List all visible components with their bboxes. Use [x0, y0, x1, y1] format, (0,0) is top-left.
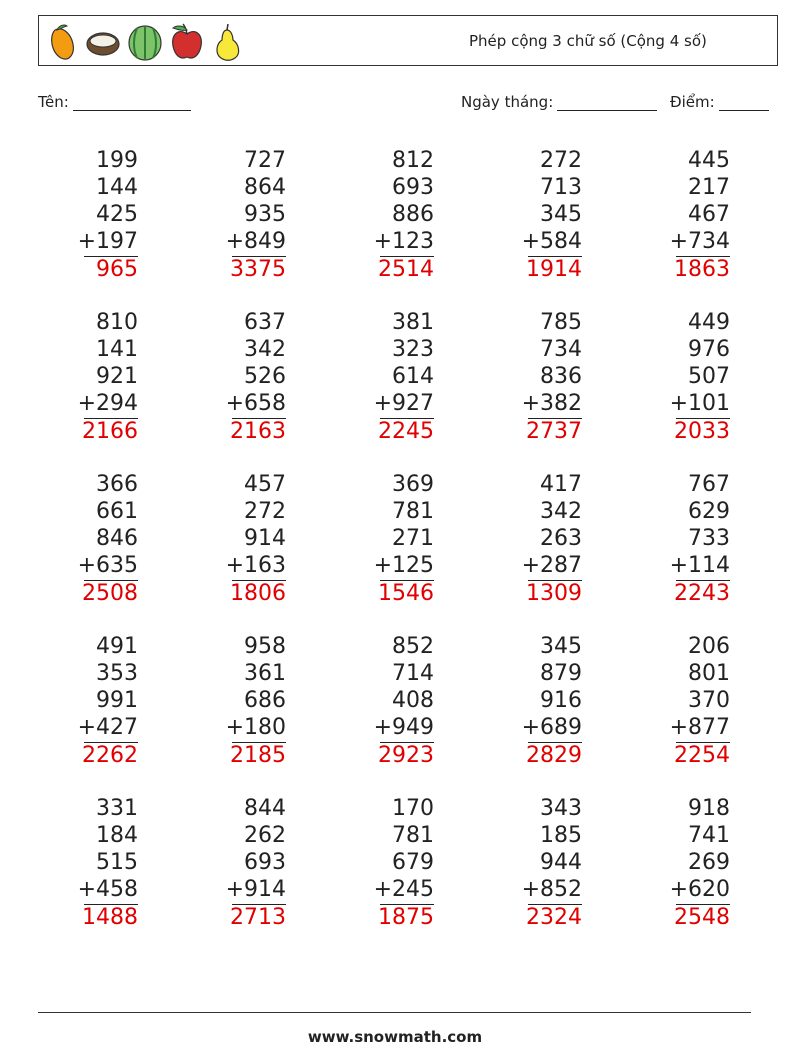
date-field — [461, 93, 657, 111]
addend-with-plus: +125 — [373, 553, 434, 578]
addend: 767 — [688, 472, 730, 497]
addend: 206 — [688, 634, 730, 659]
addend: 184 — [96, 823, 138, 848]
answer: 1806 — [230, 581, 286, 606]
addend: 693 — [244, 850, 286, 875]
addend-with-plus: +163 — [225, 553, 286, 578]
addition-problem — [28, 795, 138, 931]
addend: 733 — [688, 526, 730, 551]
addend: 361 — [244, 661, 286, 686]
addend-with-plus: +949 — [373, 715, 434, 740]
addend: 408 — [392, 688, 434, 713]
answer: 2923 — [378, 743, 434, 768]
addend: 491 — [96, 634, 138, 659]
answer: 1914 — [526, 257, 582, 282]
addend: 991 — [96, 688, 138, 713]
addend: 445 — [688, 148, 730, 173]
addition-problem — [176, 633, 286, 769]
answer: 2262 — [82, 743, 138, 768]
name-field — [38, 93, 191, 111]
addend: 342 — [540, 499, 582, 524]
answer: 3375 — [230, 257, 286, 282]
pear-icon — [211, 22, 243, 62]
addend: 886 — [392, 202, 434, 227]
addend: 345 — [540, 634, 582, 659]
addend-with-plus: +584 — [521, 229, 582, 254]
coconut-icon — [85, 22, 121, 62]
addend: 944 — [540, 850, 582, 875]
addend: 661 — [96, 499, 138, 524]
answer: 2245 — [378, 419, 434, 444]
answer: 1309 — [526, 581, 582, 606]
addition-problem — [472, 309, 582, 445]
score-field — [670, 93, 769, 111]
addend: 449 — [688, 310, 730, 335]
addend: 916 — [540, 688, 582, 713]
addend: 144 — [96, 175, 138, 200]
addend: 935 — [244, 202, 286, 227]
addition-problem — [176, 795, 286, 931]
addend: 272 — [540, 148, 582, 173]
watermelon-icon — [127, 22, 163, 62]
addend: 864 — [244, 175, 286, 200]
score-blank[interactable] — [719, 94, 769, 111]
addend: 637 — [244, 310, 286, 335]
addend: 353 — [96, 661, 138, 686]
addend: 457 — [244, 472, 286, 497]
addend: 844 — [244, 796, 286, 821]
addend-with-plus: +689 — [521, 715, 582, 740]
addition-problem — [28, 309, 138, 445]
addend: 343 — [540, 796, 582, 821]
addend-with-plus: +658 — [225, 391, 286, 416]
addend: 417 — [540, 472, 582, 497]
addition-problem — [472, 147, 582, 283]
addend: 781 — [392, 823, 434, 848]
addition-problem — [620, 147, 730, 283]
addend: 679 — [392, 850, 434, 875]
addend: 366 — [96, 472, 138, 497]
addition-problem — [620, 471, 730, 607]
addend: 976 — [688, 337, 730, 362]
answer: 1863 — [674, 257, 730, 282]
addend: 271 — [392, 526, 434, 551]
addend-with-plus: +620 — [669, 877, 730, 902]
date-blank[interactable] — [557, 94, 657, 111]
addend: 918 — [688, 796, 730, 821]
addend: 614 — [392, 364, 434, 389]
addend-with-plus: +114 — [669, 553, 730, 578]
answer: 2163 — [230, 419, 286, 444]
addend-with-plus: +123 — [373, 229, 434, 254]
addend-with-plus: +180 — [225, 715, 286, 740]
addition-problem — [28, 147, 138, 283]
addend: 812 — [392, 148, 434, 173]
addend: 713 — [540, 175, 582, 200]
addend-with-plus: +287 — [521, 553, 582, 578]
addend: 836 — [540, 364, 582, 389]
addition-problem — [324, 795, 434, 931]
addend: 262 — [244, 823, 286, 848]
answer: 2713 — [230, 905, 286, 930]
addend-with-plus: +197 — [77, 229, 138, 254]
addend: 714 — [392, 661, 434, 686]
apple-icon — [169, 22, 205, 62]
addend: 381 — [392, 310, 434, 335]
addend: 727 — [244, 148, 286, 173]
addition-problem — [472, 795, 582, 931]
answer: 2829 — [526, 743, 582, 768]
addition-problem — [324, 633, 434, 769]
answer: 965 — [96, 257, 138, 282]
addend: 879 — [540, 661, 582, 686]
addend: 331 — [96, 796, 138, 821]
addition-problem — [472, 471, 582, 607]
addend-with-plus: +734 — [669, 229, 730, 254]
addition-problem — [620, 309, 730, 445]
addition-problem — [176, 309, 286, 445]
answer: 2185 — [230, 743, 286, 768]
addend: 425 — [96, 202, 138, 227]
addend: 263 — [540, 526, 582, 551]
addend: 785 — [540, 310, 582, 335]
worksheet-title: Phép cộng 3 chữ số (Cộng 4 số) — [469, 32, 707, 50]
addition-problem — [620, 633, 730, 769]
addend: 914 — [244, 526, 286, 551]
addend: 199 — [96, 148, 138, 173]
addition-problem — [324, 147, 434, 283]
answer: 2324 — [526, 905, 582, 930]
addend-with-plus: +427 — [77, 715, 138, 740]
answer: 2508 — [82, 581, 138, 606]
addition-problem — [324, 309, 434, 445]
addition-problem — [28, 471, 138, 607]
addend: 693 — [392, 175, 434, 200]
addend: 515 — [96, 850, 138, 875]
fruit-icons — [47, 20, 243, 64]
addend: 185 — [540, 823, 582, 848]
addend: 170 — [392, 796, 434, 821]
addend: 272 — [244, 499, 286, 524]
addend-with-plus: +101 — [669, 391, 730, 416]
addition-problem — [28, 633, 138, 769]
answer: 1488 — [82, 905, 138, 930]
name-label: Tên: — [38, 93, 69, 111]
addend: 507 — [688, 364, 730, 389]
addition-problem — [620, 795, 730, 931]
answer: 2243 — [674, 581, 730, 606]
addend: 801 — [688, 661, 730, 686]
addend-with-plus: +635 — [77, 553, 138, 578]
addend-with-plus: +852 — [521, 877, 582, 902]
addend: 852 — [392, 634, 434, 659]
addend: 269 — [688, 850, 730, 875]
addend-with-plus: +849 — [225, 229, 286, 254]
addend: 921 — [96, 364, 138, 389]
name-blank[interactable] — [73, 94, 191, 111]
addition-problem — [176, 471, 286, 607]
addend: 781 — [392, 499, 434, 524]
addend-with-plus: +294 — [77, 391, 138, 416]
answer: 2514 — [378, 257, 434, 282]
addend-with-plus: +382 — [521, 391, 582, 416]
addend: 734 — [540, 337, 582, 362]
addend-with-plus: +927 — [373, 391, 434, 416]
addition-problem — [324, 471, 434, 607]
date-label: Ngày tháng: — [461, 93, 554, 111]
addition-problem — [176, 147, 286, 283]
addend-with-plus: +914 — [225, 877, 286, 902]
addend-with-plus: +458 — [77, 877, 138, 902]
addend: 958 — [244, 634, 286, 659]
answer: 2166 — [82, 419, 138, 444]
addend: 345 — [540, 202, 582, 227]
addend: 686 — [244, 688, 286, 713]
addend-with-plus: +877 — [669, 715, 730, 740]
addend: 846 — [96, 526, 138, 551]
mango-icon — [47, 22, 79, 62]
footer-divider — [38, 1012, 751, 1013]
addend: 342 — [244, 337, 286, 362]
addend: 741 — [688, 823, 730, 848]
addend: 370 — [688, 688, 730, 713]
answer: 1546 — [378, 581, 434, 606]
addition-problem — [472, 633, 582, 769]
addend: 526 — [244, 364, 286, 389]
footer-site: www.snowmath.com — [307, 1028, 483, 1046]
answer: 2548 — [674, 905, 730, 930]
addend-with-plus: +245 — [373, 877, 434, 902]
addend: 141 — [96, 337, 138, 362]
addend: 323 — [392, 337, 434, 362]
addend: 467 — [688, 202, 730, 227]
addend: 810 — [96, 310, 138, 335]
worksheet-header — [38, 15, 778, 66]
answer: 2033 — [674, 419, 730, 444]
score-label: Điểm: — [670, 93, 715, 111]
addend: 369 — [392, 472, 434, 497]
answer: 1875 — [378, 905, 434, 930]
addend: 217 — [688, 175, 730, 200]
addend: 629 — [688, 499, 730, 524]
answer: 2737 — [526, 419, 582, 444]
answer: 2254 — [674, 743, 730, 768]
